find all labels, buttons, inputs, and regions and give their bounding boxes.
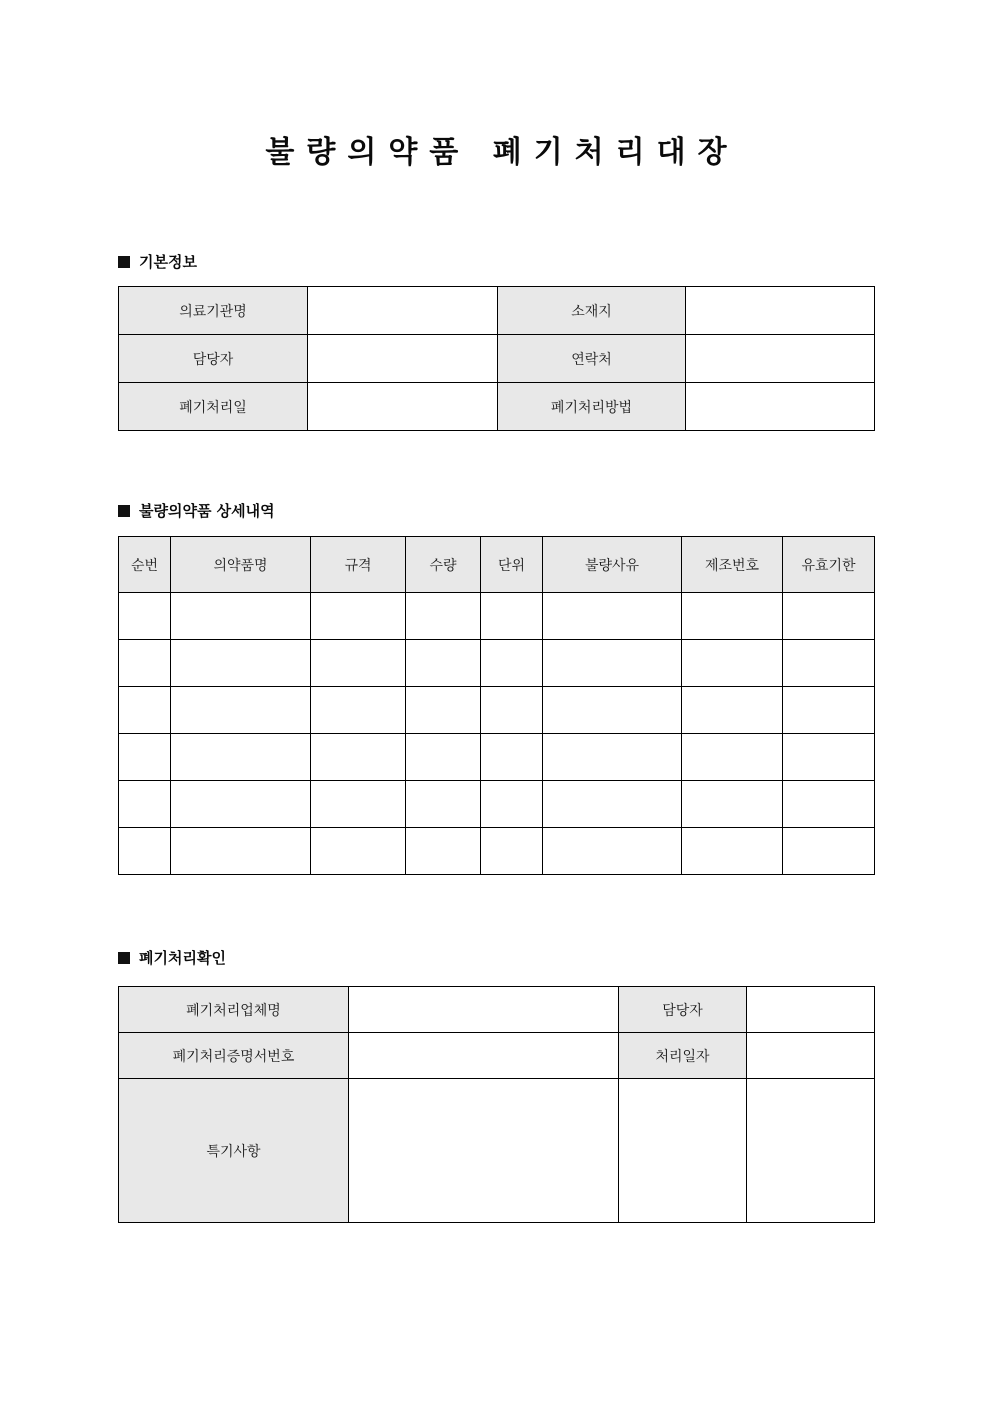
column-header-expiry-date: 유효기한 — [783, 537, 875, 593]
cell-quantity[interactable] — [406, 687, 481, 734]
cell-spec[interactable] — [311, 640, 406, 687]
disposal-confirmation-table — [118, 986, 875, 1223]
section-heading-basic-info — [118, 252, 197, 272]
square-bullet-icon — [118, 256, 130, 268]
field-special-notes-extra-1[interactable] — [619, 1079, 747, 1223]
column-header-seq: 순번 — [119, 537, 171, 593]
cell-lot-number[interactable] — [682, 640, 783, 687]
cell-expiry-date[interactable] — [783, 687, 875, 734]
square-bullet-icon — [118, 505, 130, 517]
label-confirm-person-in-charge: 담당자 — [619, 987, 747, 1033]
label-contact: 연락처 — [498, 335, 686, 383]
section-heading-disposal-confirmation — [118, 948, 226, 968]
column-header-spec: 규격 — [311, 537, 406, 593]
cell-defect-reason[interactable] — [543, 640, 682, 687]
cell-unit[interactable] — [481, 781, 543, 828]
section-heading-defective-drug-details — [118, 501, 275, 521]
cell-seq[interactable] — [119, 593, 171, 640]
cell-drug-name[interactable] — [171, 640, 311, 687]
field-processing-date[interactable] — [747, 1033, 875, 1079]
cell-seq[interactable] — [119, 781, 171, 828]
field-disposal-certificate-number[interactable] — [349, 1033, 619, 1079]
label-person-in-charge: 담당자 — [119, 335, 308, 383]
cell-quantity[interactable] — [406, 734, 481, 781]
field-disposal-company[interactable] — [349, 987, 619, 1033]
cell-expiry-date[interactable] — [783, 828, 875, 875]
cell-drug-name[interactable] — [171, 734, 311, 781]
cell-spec[interactable] — [311, 828, 406, 875]
field-special-notes-extra-2[interactable] — [747, 1079, 875, 1223]
section-heading-label: 기본정보 — [139, 253, 197, 271]
table-row — [119, 287, 875, 335]
cell-drug-name[interactable] — [171, 781, 311, 828]
label-disposal-date: 폐기처리일 — [119, 383, 308, 431]
table-row — [119, 383, 875, 431]
cell-unit[interactable] — [481, 687, 543, 734]
cell-spec[interactable] — [311, 734, 406, 781]
cell-expiry-date[interactable] — [783, 593, 875, 640]
label-processing-date: 처리일자 — [619, 1033, 747, 1079]
cell-expiry-date[interactable] — [783, 734, 875, 781]
label-special-notes: 특기사항 — [119, 1079, 349, 1223]
label-institution-name: 의료기관명 — [119, 287, 308, 335]
table-row — [119, 335, 875, 383]
field-institution-name[interactable] — [308, 287, 498, 335]
cell-spec[interactable] — [311, 593, 406, 640]
cell-seq[interactable] — [119, 828, 171, 875]
cell-drug-name[interactable] — [171, 687, 311, 734]
field-person-in-charge[interactable] — [308, 335, 498, 383]
cell-lot-number[interactable] — [682, 687, 783, 734]
cell-seq[interactable] — [119, 640, 171, 687]
table-row — [119, 1079, 875, 1223]
cell-defect-reason[interactable] — [543, 734, 682, 781]
square-bullet-icon — [118, 952, 130, 964]
defective-drug-details-table — [118, 536, 875, 875]
table-row — [119, 828, 875, 875]
cell-lot-number[interactable] — [682, 781, 783, 828]
label-disposal-method: 폐기처리방법 — [498, 383, 686, 431]
cell-lot-number[interactable] — [682, 828, 783, 875]
column-header-unit: 단위 — [481, 537, 543, 593]
table-row — [119, 1033, 875, 1079]
cell-lot-number[interactable] — [682, 593, 783, 640]
cell-defect-reason[interactable] — [543, 593, 682, 640]
cell-defect-reason[interactable] — [543, 828, 682, 875]
label-location: 소재지 — [498, 287, 686, 335]
column-header-drug-name: 의약품명 — [171, 537, 311, 593]
cell-quantity[interactable] — [406, 781, 481, 828]
column-header-lot-number: 제조번호 — [682, 537, 783, 593]
column-header-defect-reason: 불량사유 — [543, 537, 682, 593]
field-special-notes[interactable] — [349, 1079, 619, 1223]
table-row — [119, 987, 875, 1033]
cell-unit[interactable] — [481, 828, 543, 875]
cell-defect-reason[interactable] — [543, 781, 682, 828]
cell-quantity[interactable] — [406, 828, 481, 875]
cell-quantity[interactable] — [406, 640, 481, 687]
label-disposal-certificate-number: 폐기처리증명서번호 — [119, 1033, 349, 1079]
section-heading-label: 폐기처리확인 — [139, 949, 226, 967]
cell-lot-number[interactable] — [682, 734, 783, 781]
cell-drug-name[interactable] — [171, 593, 311, 640]
table-row — [119, 593, 875, 640]
cell-drug-name[interactable] — [171, 828, 311, 875]
table-row — [119, 734, 875, 781]
table-row — [119, 640, 875, 687]
cell-unit[interactable] — [481, 640, 543, 687]
section-heading-label: 불량의약품 상세내역 — [139, 502, 275, 520]
table-header-row — [119, 537, 875, 593]
field-disposal-date[interactable] — [308, 383, 498, 431]
field-disposal-method[interactable] — [686, 383, 875, 431]
table-row — [119, 781, 875, 828]
label-disposal-company: 폐기처리업체명 — [119, 987, 349, 1033]
basic-info-table — [118, 286, 875, 431]
cell-spec[interactable] — [311, 781, 406, 828]
field-contact[interactable] — [686, 335, 875, 383]
cell-unit[interactable] — [481, 734, 543, 781]
page-title: 불량의약품 폐기처리대장 — [265, 135, 739, 170]
cell-seq[interactable] — [119, 687, 171, 734]
cell-defect-reason[interactable] — [543, 687, 682, 734]
column-header-quantity: 수량 — [406, 537, 481, 593]
cell-quantity[interactable] — [406, 593, 481, 640]
field-confirm-person-in-charge[interactable] — [747, 987, 875, 1033]
cell-spec[interactable] — [311, 687, 406, 734]
cell-expiry-date[interactable] — [783, 781, 875, 828]
cell-unit[interactable] — [481, 593, 543, 640]
field-location[interactable] — [686, 287, 875, 335]
table-row — [119, 687, 875, 734]
cell-seq[interactable] — [119, 734, 171, 781]
cell-expiry-date[interactable] — [783, 640, 875, 687]
